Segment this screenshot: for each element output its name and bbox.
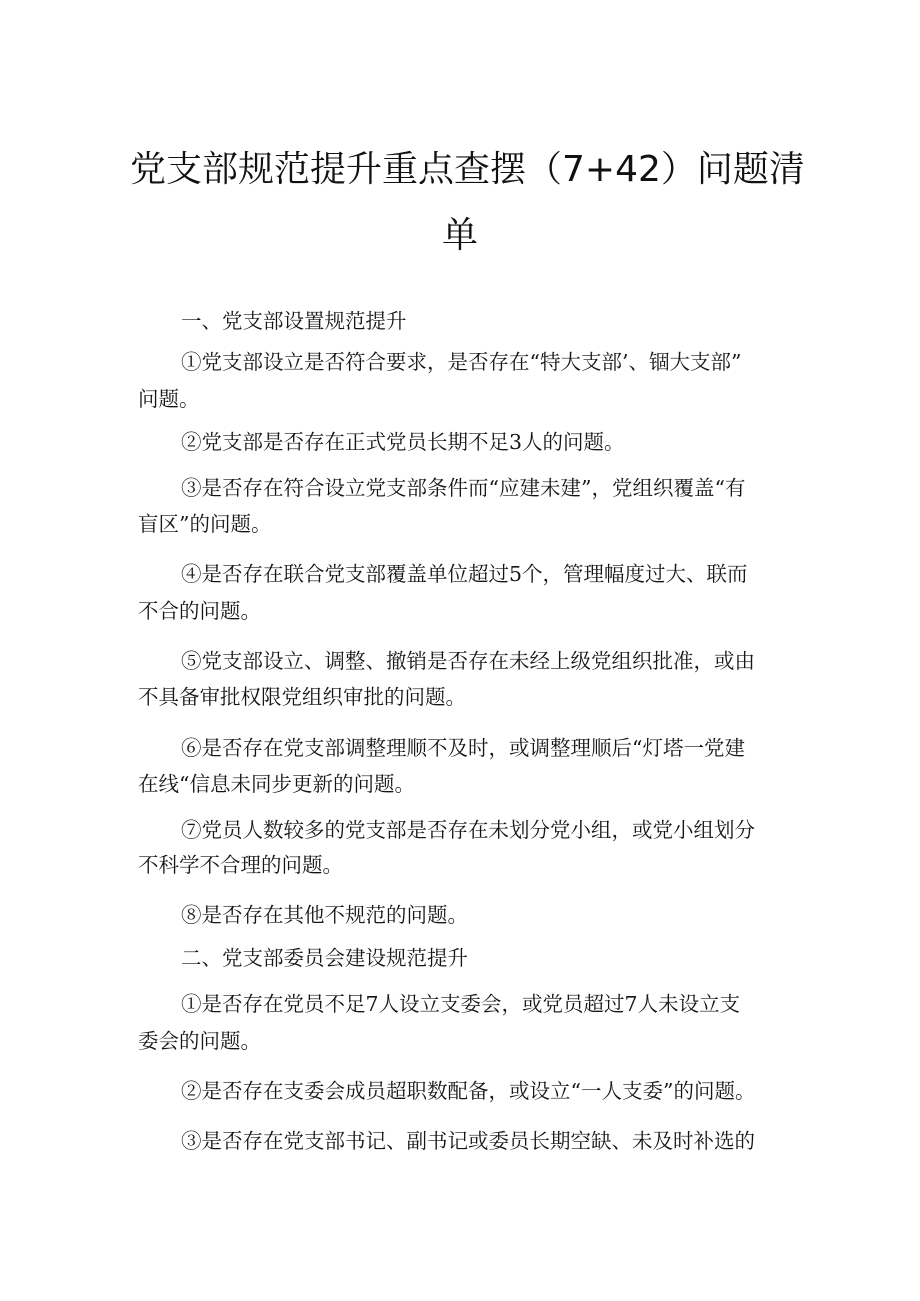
list-item-line: ③是否存在党支部书记、副书记或委员长期空缺、未及时补选的 <box>181 1129 755 1153</box>
list-item-line: 盲区”的问题。 <box>138 512 272 536</box>
list-item-line: ④是否存在联合党支部覆盖单位超过5个，管理幅度过大、联而 <box>181 562 748 586</box>
list-item-line: ①党支部设立是否符合要求，是否存在“特大支部’、锢大支部” <box>181 350 742 374</box>
list-item-line: ③是否存在符合设立党支部条件而“应建未建”，党组织覆盖“有 <box>181 476 746 500</box>
list-item-line: ②党支部是否存在正式党员长期不足3人的问题。 <box>181 430 625 454</box>
list-item-line: ①是否存在党员不足7人设立支委会，或党员超过7人未设立支 <box>181 992 741 1016</box>
list-item-line: ⑧是否存在其他不规范的问题。 <box>181 903 468 927</box>
list-item-line: 在线“信息未同步更新的问题。 <box>138 772 415 796</box>
list-item-line: 委会的问题。 <box>138 1029 261 1053</box>
document-title-line-1: 党支部规范提升重点查摆（7+42）问题清 <box>130 149 805 190</box>
section-heading: 二、党支部委员会建设规范提升 <box>181 946 468 970</box>
list-item-line: ⑦党员人数较多的党支部是否存在未划分党小组，或党小组划分 <box>181 818 755 842</box>
document-title-line-2: 单 <box>441 215 478 256</box>
list-item-line: 不合的问题。 <box>138 599 261 623</box>
list-item-line: 问题。 <box>138 387 200 411</box>
section-heading: 一、党支部设置规范提升 <box>181 309 407 333</box>
list-item-line: ⑤党支部设立、调整、撤销是否存在未经上级党组织批准，或由 <box>181 649 755 673</box>
list-item-line: 不科学不合理的问题。 <box>138 853 343 877</box>
list-item-line: ⑥是否存在党支部调整理顺不及时，或调整理顺后“灯塔一党建 <box>181 736 745 760</box>
list-item-line: 不具备审批权限党组织审批的问题。 <box>138 685 466 709</box>
list-item-line: ②是否存在支委会成员超职数配备，或设立“一人支委”的问题。 <box>181 1079 756 1103</box>
